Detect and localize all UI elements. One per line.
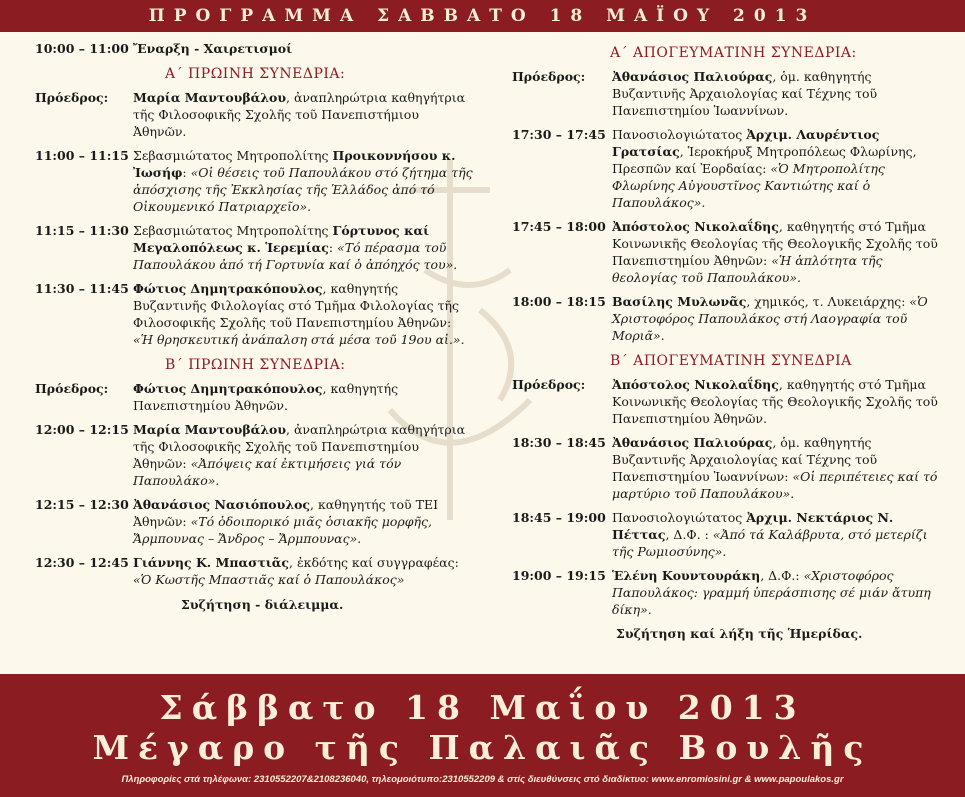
time: 11:30 – 11:45 [35, 281, 129, 296]
talk-title: «Τό ὁδοιπορικό μιᾶς ὁσιακῆς μορφῆς, Ἄρμπουνας – Ἄνδρος – Ἄρμπουνας». [133, 514, 432, 546]
talk-row [35, 496, 475, 547]
time: 11:00 – 11:15 [35, 148, 129, 163]
talk-row [35, 222, 475, 273]
chair-name: Ἀπόστολος Νικολαΐδης [612, 377, 779, 392]
speaker-desc: , ἀναπληρώτρια καθηγήτρια τῆς Φιλοσοφικῆς Σχολῆς τοῦ Πανεπιστημίου Ἀθηνῶν: [133, 422, 466, 471]
talk-title: «Ἀπό τά Καλάβρυτα, στό μετερίζι τῆς Ρωμιοσύνης». [612, 527, 928, 559]
speaker-name: Γόρτυνος καί Μεγαλοπόλεως κ. Ἱερεμίας [133, 223, 430, 255]
talk-title: «Τό πέρασμα τοῦ Παπουλάκου ἀπό τή Γορτυνία καί ὁ ἀπόηχός του». [133, 240, 458, 272]
speaker-title: Πανοσιολογιώτατος [612, 510, 747, 525]
talk-row [35, 554, 475, 588]
talk-title: «Ἡ ἁπλότητα τῆς θεολογίας τοῦ Παπουλάκου». [612, 253, 883, 285]
talk-row [512, 218, 942, 286]
speaker-name: Ἀθανάσιος Νασιόπουλος [133, 497, 311, 512]
talk-title: «Ὁ Μητροπολίτης Φλωρίνης Αὐγουστῖνος Καντιώτης καί ὁ Παπουλάκος». [612, 161, 885, 210]
event-venue: Μέγαρο τῆς Παλαιᾶς Βουλῆς [92, 728, 873, 767]
chair-desc: , ὁμ. καθηγητής Βυζαντινῆς Ἀρχαιολογίας καί Τέχνης τοῦ Πανεπιστημίου Ἰωαννίνων. [612, 69, 878, 118]
chair-desc: , καθηγητής στό Τμῆμα Κοινωνικῆς Θεολογίας τῆς Θεολογικῆς Σχολῆς τοῦ Πανεπιστημίου Ἀθηνῶν. [612, 377, 938, 426]
chair-name: Φώτιος Δημητρακόπουλος [133, 381, 323, 396]
speaker-desc: , καθηγητής τοῦ ΤΕΙ Ἀθηνῶν: [133, 497, 439, 529]
talk-title: «Ὁ Χριστοφόρος Παπουλάκος στή Λαογραφία τοῦ Μοριᾶ». [612, 294, 928, 343]
session-title: Β΄ ΠΡΩΙΝΗ ΣΥΝΕΔΡΙΑ: [165, 357, 346, 373]
chair-name: Μαρία Μαντουβάλου [133, 90, 287, 105]
opening-text: Ἔναρξη - Χαιρετισμοί [133, 41, 293, 56]
talk-title: «Ἀπόψεις καί ἐκτιμήσεις γιά τόν Παπουλάκο». [133, 456, 402, 488]
program-header: ΠΡΟΓΡΑΜΜΑ ΣΑΒΒΑΤΟ 18 ΜΑΪΟΥ 2013 [0, 0, 965, 32]
speaker-title: Πανοσιολογιώτατος [612, 127, 747, 142]
chair-row [512, 68, 942, 119]
talk-row [35, 421, 475, 489]
speaker-name: Βασίλης Μυλωνᾶς [612, 294, 747, 309]
talk-row [35, 280, 475, 348]
chair-row [35, 380, 475, 414]
time: 18:00 – 18:15 [512, 294, 606, 309]
chair-row [512, 376, 942, 427]
right-column [512, 40, 942, 642]
talk-row [35, 147, 475, 215]
speaker-desc: , ὁμ. καθηγητής Βυζαντινῆς Ἀρχαιολογίας καί Τέχνης τοῦ Πανεπιστημίου Ἰωαννίνων: [612, 435, 878, 484]
talk-title: «Οἱ θέσεις τοῦ Παπουλάκου στό ζήτημα τῆς ἀπόσχισης τῆς Ἐκκλησίας τῆς Ἑλλάδος ἀπό τό Οἰκουμενικό Πατριαρχεῖο». [133, 165, 473, 214]
talk-row [512, 509, 942, 560]
time: 18:45 – 19:00 [512, 510, 606, 525]
chair-desc: , καθηγητής Πανεπιστημίου Ἀθηνῶν. [133, 381, 399, 413]
chair-row [35, 89, 475, 140]
break-note: Συζήτηση - διάλειμμα. [181, 597, 344, 612]
talk-title: «Χριστοφόρος Παπουλάκος: γραμμή ὑπεράσπισης σέ μιάν ἄτυπη δίκη». [612, 568, 931, 617]
time: 18:30 – 18:45 [512, 435, 606, 450]
speaker-name: Φώτιος Δημητρακόπουλος [133, 281, 323, 296]
session-title: Α΄ ΠΡΩΙΝΗ ΣΥΝΕΔΡΙΑ: [165, 66, 346, 82]
time: 11:15 – 11:30 [35, 223, 129, 238]
speaker-desc: : [328, 240, 338, 255]
time: 10:00 – 11:00 [35, 41, 129, 56]
opening-row [35, 40, 475, 57]
talk-title: «Οἱ περιπέτειες καί τό μαρτύριο τοῦ Παπουλάκου». [612, 469, 938, 501]
speaker-title: Σεβασμιώτατος Μητροπολίτης [133, 223, 333, 238]
speaker-desc: , καθηγητής στό Τμῆμα Κοινωνικῆς Θεολογίας τῆς Θεολογικῆς Σχολῆς τοῦ Πανεπιστημίου Ἀθηνῶν: [612, 219, 938, 268]
left-column [35, 40, 475, 613]
closing-note: Συζήτηση καί λήξη τῆς Ἡμερίδας. [616, 626, 863, 641]
speaker-desc: , Δ.Φ. : [665, 527, 713, 542]
time: 17:45 – 18:00 [512, 219, 606, 234]
session-title: Α΄ ΑΠΟΓΕΥΜΑΤΙΝΗ ΣΥΝΕΔΡΙΑ: [610, 45, 857, 61]
time: 12:00 – 12:15 [35, 422, 129, 437]
speaker-name: Ἀθανάσιος Παλιούρας [612, 435, 773, 450]
speaker-name: Ἀπόστολος Νικολαΐδης [612, 219, 779, 234]
speaker-title: Σεβασμιώτατος Μητροπολίτης [133, 148, 333, 163]
speaker-desc: : [182, 165, 191, 180]
time: 17:30 – 17:45 [512, 127, 606, 142]
speaker-name: Ἀρχιμ. Λαυρέντιος Γρατσίας [612, 127, 880, 159]
footer-banner [0, 674, 965, 797]
contact-info: Πληροφορίες στά τηλέφωνα: 2310552207&2108236040, τηλεομοιότυπο:2310552209 & στίς διευθύνσεις στό διαδίκτυο: www.enromiosini.gr & www.papoulakos.gr [121, 774, 844, 785]
talk-row [512, 126, 942, 211]
speaker-name: Ἀρχιμ. Νεκτάριος Ν. Πέττας [612, 510, 894, 542]
talk-title: «Ὁ Κωστῆς Μπαστιᾶς καί ὁ Παπουλάκος» [133, 572, 405, 587]
talk-row [512, 293, 942, 344]
chair-desc: , ἀναπληρώτρια καθηγήτρια τῆς Φιλοσοφικῆς Σχολῆς τοῦ Πανεπιστήμιου Ἀθηνῶν. [133, 90, 466, 139]
event-date: Σάββατο 18 Μαΐου 2013 [159, 688, 806, 727]
chair-label: Πρόεδρος: [512, 377, 586, 392]
time: 12:30 – 12:45 [35, 555, 129, 570]
session-title: Β΄ ΑΠΟΓΕΥΜΑΤΙΝΗ ΣΥΝΕΔΡΙΑ [610, 353, 852, 369]
speaker-desc: , ἐκδότης καί συγγραφέας: [289, 555, 459, 570]
speaker-desc: , Δ.Φ.: [760, 568, 804, 583]
speaker-desc: , καθηγητής Βυζαντινῆς Φιλολογίας στό Τμῆμα Φιλολογίας τῆς Φιλοσοφικῆς Σχολῆς τοῦ Πανεπιστημίου Ἀθηνῶν: [133, 281, 459, 330]
chair-label: Πρόεδρος: [512, 69, 586, 84]
speaker-desc: , χημικός, τ. Λυκειάρχης: [746, 294, 910, 309]
time: 12:15 – 12:30 [35, 497, 129, 512]
talk-title: «Ἡ θρησκευτική ἀνάπαλση στά μέσα τοῦ 19ου αἰ.». [133, 332, 465, 347]
time: 19:00 – 19:15 [512, 568, 606, 583]
speaker-name: Ἑλένη Κουντουράκη [612, 568, 761, 583]
chair-label: Πρόεδρος: [35, 381, 109, 396]
chair-label: Πρόεδρος: [35, 90, 109, 105]
talk-row [512, 567, 942, 618]
speaker-name: Προικοννήσου κ. Ἰωσήφ [133, 148, 456, 180]
chair-name: Ἀθανάσιος Παλιούρας [612, 69, 773, 84]
speaker-name: Γιάννης Κ. Μπαστιᾶς [133, 555, 290, 570]
speaker-desc: , Ἱεροκήρυξ Μητροπόλεως Φλωρίνης, Πρεσπῶν καί Ἐορδαίας: [612, 144, 917, 176]
speaker-name: Μαρία Μαντουβάλου [133, 422, 287, 437]
talk-row [512, 434, 942, 502]
